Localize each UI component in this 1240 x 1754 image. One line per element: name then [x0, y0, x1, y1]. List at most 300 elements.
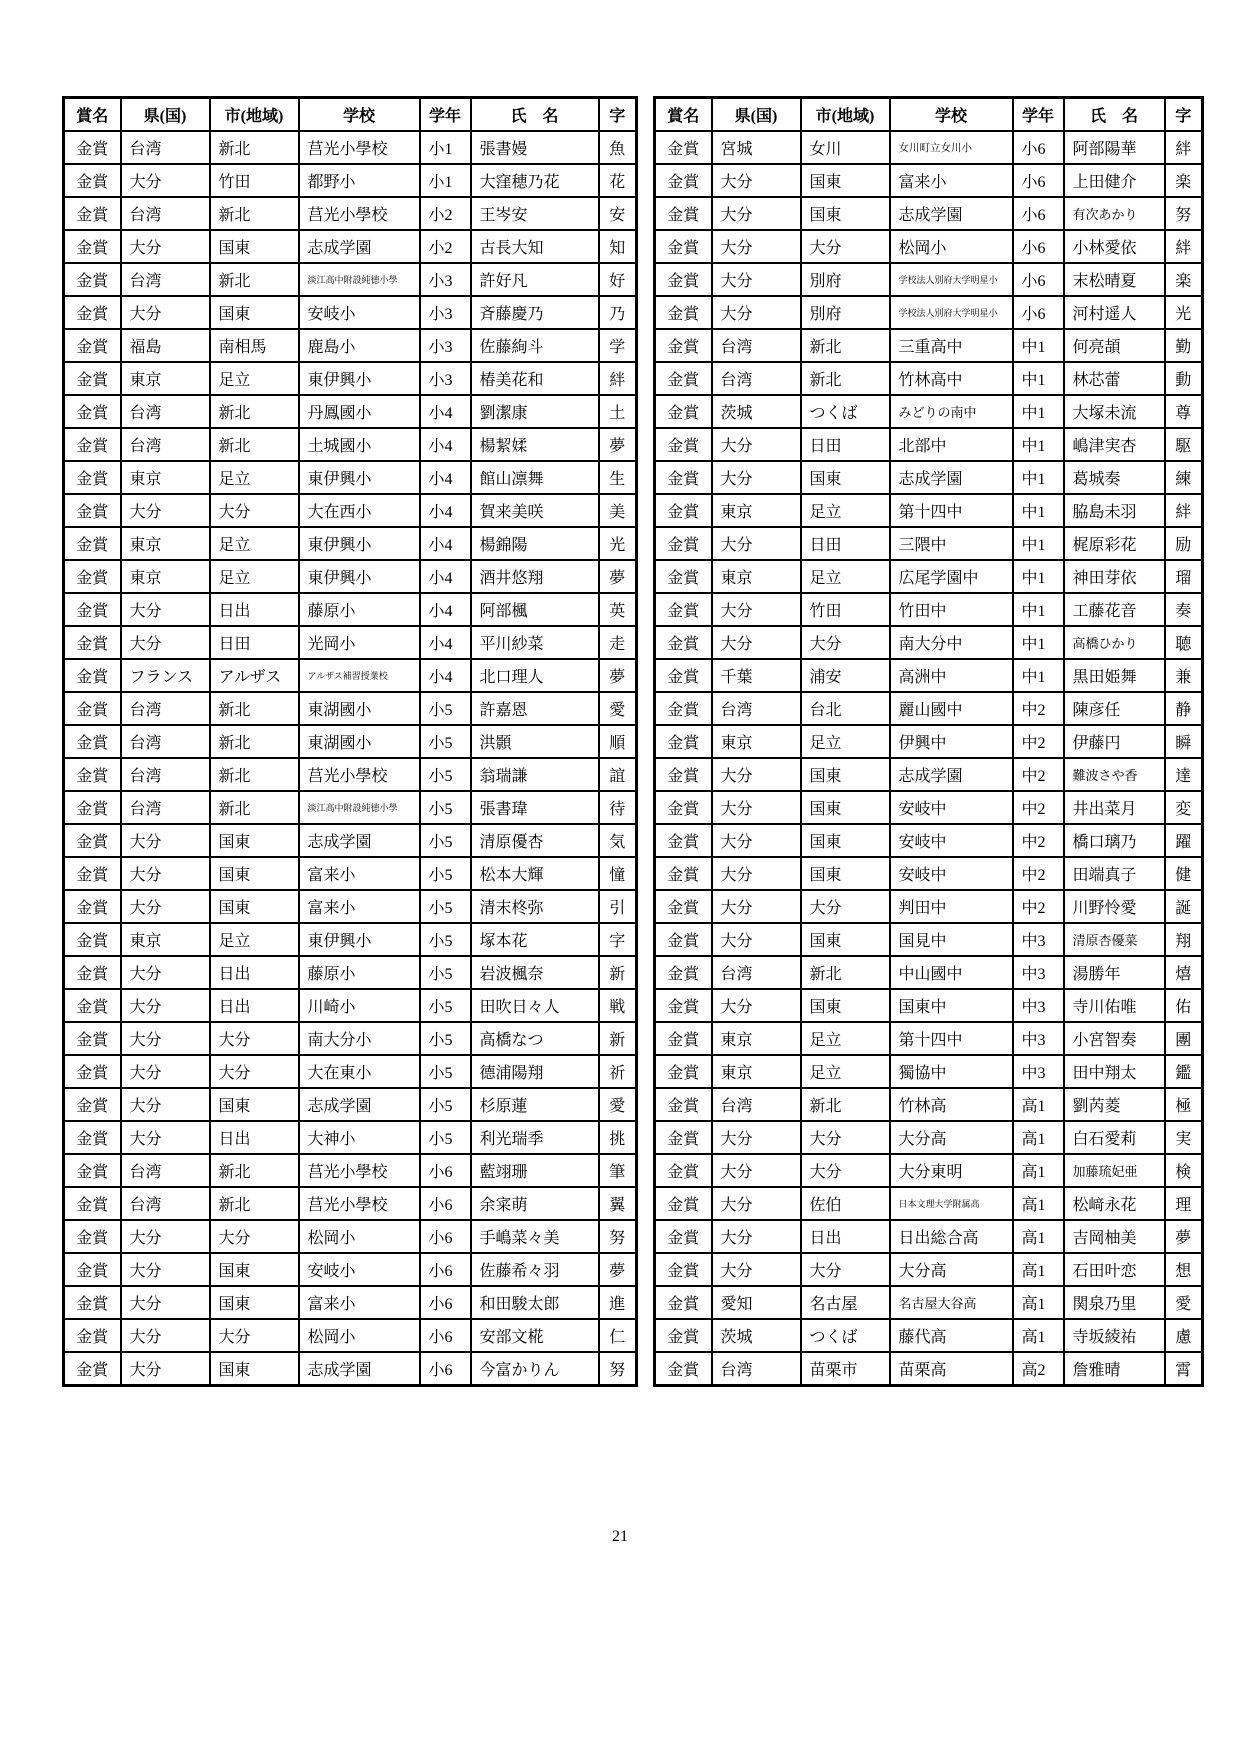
cell-grade: 小4: [420, 428, 471, 461]
col-header-character: 字: [599, 98, 637, 132]
cell-character: 夢: [599, 1253, 637, 1286]
cell-award: 金賞: [655, 164, 712, 197]
cell-prefecture-country: 東京: [712, 494, 801, 527]
cell-award: 金賞: [64, 428, 121, 461]
cell-city-region: 苗栗市: [801, 1352, 890, 1386]
cell-student-name: 岩波楓奈: [471, 956, 599, 989]
table-row: [64, 131, 637, 164]
table-row: [655, 164, 1203, 197]
cell-school: 志成学園: [299, 824, 420, 857]
col-header-award: 賞名: [655, 98, 712, 132]
cell-award: 金賞: [655, 263, 712, 296]
cell-grade: 小6: [1013, 230, 1064, 263]
cell-character: 慮: [1165, 1319, 1203, 1352]
cell-award: 金賞: [655, 527, 712, 560]
cell-award: 金賞: [64, 230, 121, 263]
cell-student-name: 清末柊弥: [471, 890, 599, 923]
cell-grade: 小4: [420, 395, 471, 428]
cell-school: 富来小: [299, 1286, 420, 1319]
col-header-character: 字: [1165, 98, 1203, 132]
table-row: [64, 725, 637, 758]
table-row: [64, 263, 637, 296]
cell-prefecture-country: 台湾: [121, 395, 210, 428]
cell-school: 莒光小學校: [299, 758, 420, 791]
cell-city-region: 国東: [210, 296, 299, 329]
cell-character: 理: [1165, 1187, 1203, 1220]
cell-grade: 高1: [1013, 1154, 1064, 1187]
cell-city-region: 日出: [210, 593, 299, 626]
cell-grade: 中1: [1013, 329, 1064, 362]
cell-grade: 中1: [1013, 626, 1064, 659]
cell-school: 志成学園: [299, 230, 420, 263]
cell-character: 絆: [1165, 494, 1203, 527]
cell-student-name: 王岑安: [471, 197, 599, 230]
cell-prefecture-country: 大分: [712, 890, 801, 923]
cell-grade: 中2: [1013, 890, 1064, 923]
cell-school: 光岡小: [299, 626, 420, 659]
cell-character: 努: [599, 1220, 637, 1253]
cell-character: 夢: [599, 659, 637, 692]
cell-character: 英: [599, 593, 637, 626]
cell-student-name: 田中翔太: [1064, 1055, 1165, 1088]
cell-student-name: 石田叶恋: [1064, 1253, 1165, 1286]
cell-prefecture-country: 東京: [121, 461, 210, 494]
cell-award: 金賞: [64, 296, 121, 329]
cell-student-name: 劉潔康: [471, 395, 599, 428]
cell-city-region: 新北: [210, 692, 299, 725]
cell-school: 名古屋大谷高: [890, 1286, 1013, 1319]
cell-character: 新: [599, 956, 637, 989]
cell-prefecture-country: 台湾: [121, 692, 210, 725]
cell-city-region: 大分: [210, 1319, 299, 1352]
cell-character: 走: [599, 626, 637, 659]
cell-school: 日出総合高: [890, 1220, 1013, 1253]
cell-grade: 高1: [1013, 1187, 1064, 1220]
cell-grade: 中1: [1013, 362, 1064, 395]
cell-character: 光: [599, 527, 637, 560]
cell-grade: 中3: [1013, 923, 1064, 956]
cell-city-region: 国東: [801, 791, 890, 824]
cell-school: 都野小: [299, 164, 420, 197]
cell-award: 金賞: [655, 626, 712, 659]
cell-school: 志成学園: [890, 197, 1013, 230]
cell-grade: 小5: [420, 725, 471, 758]
cell-city-region: 足立: [801, 1022, 890, 1055]
cell-city-region: 竹田: [801, 593, 890, 626]
cell-character: 團: [1165, 1022, 1203, 1055]
cell-student-name: 今富かりん: [471, 1352, 599, 1386]
cell-character: 祈: [599, 1055, 637, 1088]
cell-prefecture-country: 宮城: [712, 131, 801, 164]
cell-school: 第十四中: [890, 1022, 1013, 1055]
table-row: [64, 758, 637, 791]
cell-city-region: 足立: [210, 923, 299, 956]
cell-student-name: 清原杏優菜: [1064, 923, 1165, 956]
table-row: [64, 164, 637, 197]
cell-character: 仁: [599, 1319, 637, 1352]
cell-character: 引: [599, 890, 637, 923]
cell-school: 富来小: [299, 890, 420, 923]
table-row: [64, 824, 637, 857]
cell-prefecture-country: 大分: [712, 626, 801, 659]
cell-character: 誼: [599, 758, 637, 791]
cell-award: 金賞: [64, 659, 121, 692]
cell-award: 金賞: [655, 197, 712, 230]
cell-student-name: 賀来美咲: [471, 494, 599, 527]
table-row: [64, 296, 637, 329]
cell-grade: 高1: [1013, 1319, 1064, 1352]
cell-student-name: 阿部陽華: [1064, 131, 1165, 164]
cell-prefecture-country: 台湾: [712, 692, 801, 725]
cell-character: 夢: [1165, 1220, 1203, 1253]
cell-city-region: 国東: [801, 824, 890, 857]
cell-school: 三重高中: [890, 329, 1013, 362]
cell-prefecture-country: 大分: [712, 1121, 801, 1154]
cell-award: 金賞: [64, 758, 121, 791]
cell-grade: 小6: [420, 1253, 471, 1286]
cell-grade: 高1: [1013, 1220, 1064, 1253]
cell-student-name: 加藤琉妃亜: [1064, 1154, 1165, 1187]
cell-prefecture-country: 福島: [121, 329, 210, 362]
table-row: [64, 1187, 637, 1220]
cell-prefecture-country: 大分: [121, 1121, 210, 1154]
cell-city-region: 名古屋: [801, 1286, 890, 1319]
cell-prefecture-country: 台湾: [121, 725, 210, 758]
cell-student-name: 劉芮菱: [1064, 1088, 1165, 1121]
table-row: [655, 527, 1203, 560]
cell-student-name: 嶋津実杏: [1064, 428, 1165, 461]
cell-prefecture-country: 台湾: [712, 1088, 801, 1121]
cell-prefecture-country: 大分: [712, 824, 801, 857]
cell-prefecture-country: 大分: [121, 230, 210, 263]
cell-character: 勤: [1165, 329, 1203, 362]
cell-school: みどりの南中: [890, 395, 1013, 428]
table-header-row-left: [64, 98, 637, 132]
cell-grade: 高1: [1013, 1253, 1064, 1286]
cell-school: 伊興中: [890, 725, 1013, 758]
cell-character: 瞬: [1165, 725, 1203, 758]
cell-award: 金賞: [655, 1220, 712, 1253]
cell-character: 土: [599, 395, 637, 428]
cell-award: 金賞: [655, 989, 712, 1022]
cell-grade: 小6: [1013, 197, 1064, 230]
cell-city-region: 新北: [210, 428, 299, 461]
cell-city-region: 新北: [210, 395, 299, 428]
cell-grade: 中1: [1013, 593, 1064, 626]
table-row: [64, 989, 637, 1022]
table-row: [64, 527, 637, 560]
cell-city-region: 台北: [801, 692, 890, 725]
cell-prefecture-country: 東京: [121, 362, 210, 395]
cell-character: 聴: [1165, 626, 1203, 659]
cell-prefecture-country: 大分: [121, 824, 210, 857]
cell-school: 竹田中: [890, 593, 1013, 626]
table-row: [655, 461, 1203, 494]
cell-student-name: 神田芽依: [1064, 560, 1165, 593]
cell-student-name: 寺坂綾祐: [1064, 1319, 1165, 1352]
table-row: [64, 494, 637, 527]
cell-student-name: 黒田姫舞: [1064, 659, 1165, 692]
cell-character: 憧: [599, 857, 637, 890]
table-row: [64, 956, 637, 989]
table-row: [64, 1055, 637, 1088]
table-row: [655, 593, 1203, 626]
cell-character: 戦: [599, 989, 637, 1022]
cell-character: 翔: [1165, 923, 1203, 956]
cell-student-name: 工藤花音: [1064, 593, 1165, 626]
cell-school: 獨協中: [890, 1055, 1013, 1088]
cell-award: 金賞: [64, 1154, 121, 1187]
cell-award: 金賞: [64, 131, 121, 164]
cell-character: 魚: [599, 131, 637, 164]
cell-school: 三隈中: [890, 527, 1013, 560]
cell-student-name: 脇島未羽: [1064, 494, 1165, 527]
cell-award: 金賞: [655, 329, 712, 362]
cell-award: 金賞: [64, 164, 121, 197]
cell-school: 莒光小學校: [299, 131, 420, 164]
table-row: [655, 1022, 1203, 1055]
cell-student-name: 手嶋菜々美: [471, 1220, 599, 1253]
cell-prefecture-country: 大分: [712, 1220, 801, 1253]
cell-grade: 中2: [1013, 824, 1064, 857]
cell-award: 金賞: [655, 560, 712, 593]
cell-prefecture-country: 東京: [121, 527, 210, 560]
table-row: [64, 1022, 637, 1055]
cell-character: 静: [1165, 692, 1203, 725]
cell-grade: 中2: [1013, 791, 1064, 824]
cell-character: 夢: [599, 428, 637, 461]
cell-student-name: 佐藤希々羽: [471, 1253, 599, 1286]
cell-prefecture-country: 台湾: [121, 197, 210, 230]
table-row: [655, 395, 1203, 428]
cell-city-region: 国東: [210, 824, 299, 857]
cell-award: 金賞: [655, 824, 712, 857]
table-row: [64, 395, 637, 428]
cell-character: 筆: [599, 1154, 637, 1187]
col-header-prefecture-country: 県(国): [121, 98, 210, 132]
cell-character: 美: [599, 494, 637, 527]
cell-prefecture-country: 大分: [712, 164, 801, 197]
cell-city-region: 新北: [210, 263, 299, 296]
cell-award: 金賞: [655, 758, 712, 791]
cell-grade: 小4: [420, 461, 471, 494]
cell-grade: 小5: [420, 824, 471, 857]
cell-grade: 小5: [420, 1088, 471, 1121]
cell-grade: 中3: [1013, 1055, 1064, 1088]
cell-prefecture-country: 千葉: [712, 659, 801, 692]
cell-prefecture-country: 東京: [712, 560, 801, 593]
cell-city-region: 日田: [210, 626, 299, 659]
cell-school: 学校法人別府大学明星小: [890, 263, 1013, 296]
table-row: [64, 560, 637, 593]
col-header-city-region: 市(地域): [801, 98, 890, 132]
cell-award: 金賞: [64, 263, 121, 296]
cell-student-name: 湯勝年: [1064, 956, 1165, 989]
cell-prefecture-country: 台湾: [121, 131, 210, 164]
cell-city-region: 国東: [210, 1088, 299, 1121]
cell-student-name: 許嘉恩: [471, 692, 599, 725]
cell-student-name: 杉原蓮: [471, 1088, 599, 1121]
cell-school: 富来小: [890, 164, 1013, 197]
cell-city-region: 浦安: [801, 659, 890, 692]
cell-student-name: 高橋ひかり: [1064, 626, 1165, 659]
cell-prefecture-country: 台湾: [121, 758, 210, 791]
cell-award: 金賞: [64, 1286, 121, 1319]
table-row: [655, 626, 1203, 659]
cell-character: 生: [599, 461, 637, 494]
cell-school: 藤原小: [299, 956, 420, 989]
cell-prefecture-country: 大分: [121, 989, 210, 1022]
cell-school: 竹林高: [890, 1088, 1013, 1121]
table-row: [655, 329, 1203, 362]
cell-prefecture-country: 大分: [121, 1286, 210, 1319]
table-row: [64, 1286, 637, 1319]
cell-student-name: 川野怜愛: [1064, 890, 1165, 923]
cell-award: 金賞: [64, 791, 121, 824]
cell-city-region: 大分: [801, 890, 890, 923]
cell-award: 金賞: [64, 692, 121, 725]
cell-school: 安岐中: [890, 857, 1013, 890]
table-header-row-right: [655, 98, 1203, 132]
table-row: [64, 626, 637, 659]
cell-student-name: 洪顥: [471, 725, 599, 758]
cell-student-name: 古長大知: [471, 230, 599, 263]
cell-school: 富来小: [299, 857, 420, 890]
cell-award: 金賞: [655, 362, 712, 395]
cell-grade: 小4: [420, 560, 471, 593]
table-row: [655, 923, 1203, 956]
gold-award-table-left: [62, 96, 638, 1387]
cell-city-region: 国東: [801, 857, 890, 890]
cell-prefecture-country: 台湾: [121, 1154, 210, 1187]
cell-grade: 小1: [420, 164, 471, 197]
cell-school: 大分高: [890, 1253, 1013, 1286]
table-row: [64, 593, 637, 626]
cell-award: 金賞: [64, 857, 121, 890]
cell-city-region: 国東: [210, 1352, 299, 1386]
cell-prefecture-country: 大分: [121, 1253, 210, 1286]
table-row: [655, 1253, 1203, 1286]
table-row: [64, 857, 637, 890]
cell-city-region: 新北: [210, 758, 299, 791]
cell-prefecture-country: 大分: [712, 1187, 801, 1220]
cell-prefecture-country: 大分: [121, 1055, 210, 1088]
cell-award: 金賞: [655, 1187, 712, 1220]
cell-school: 大在西小: [299, 494, 420, 527]
cell-prefecture-country: 台湾: [121, 263, 210, 296]
cell-award: 金賞: [64, 1220, 121, 1253]
cell-prefecture-country: 大分: [121, 164, 210, 197]
cell-grade: 小5: [420, 692, 471, 725]
table-row: [64, 923, 637, 956]
cell-school: 国東中: [890, 989, 1013, 1022]
cell-prefecture-country: 大分: [712, 296, 801, 329]
cell-grade: 中3: [1013, 956, 1064, 989]
cell-prefecture-country: 茨城: [712, 1319, 801, 1352]
cell-award: 金賞: [655, 428, 712, 461]
table-row: [655, 296, 1203, 329]
cell-city-region: 足立: [210, 362, 299, 395]
cell-grade: 高1: [1013, 1088, 1064, 1121]
cell-award: 金賞: [655, 1055, 712, 1088]
cell-city-region: 日出: [210, 956, 299, 989]
cell-prefecture-country: 東京: [121, 560, 210, 593]
cell-student-name: 小宮智奏: [1064, 1022, 1165, 1055]
cell-grade: 小4: [420, 527, 471, 560]
cell-prefecture-country: 大分: [712, 593, 801, 626]
cell-grade: 小5: [420, 1055, 471, 1088]
cell-student-name: 松﨑永花: [1064, 1187, 1165, 1220]
cell-school: 志成学園: [299, 1088, 420, 1121]
gold-award-table-right: [653, 96, 1204, 1387]
cell-grade: 中3: [1013, 1022, 1064, 1055]
cell-city-region: 大分: [210, 1055, 299, 1088]
cell-grade: 中1: [1013, 560, 1064, 593]
cell-city-region: 新北: [801, 1088, 890, 1121]
cell-prefecture-country: 大分: [121, 296, 210, 329]
cell-school: 安岐中: [890, 824, 1013, 857]
cell-character: 実: [1165, 1121, 1203, 1154]
cell-award: 金賞: [655, 1088, 712, 1121]
cell-award: 金賞: [64, 1187, 121, 1220]
cell-prefecture-country: 大分: [121, 494, 210, 527]
cell-student-name: 陳彦任: [1064, 692, 1165, 725]
table-row: [655, 1088, 1203, 1121]
table-row: [655, 1352, 1203, 1386]
cell-school: 丹鳳國小: [299, 395, 420, 428]
cell-student-name: 田端真子: [1064, 857, 1165, 890]
table-row: [64, 1253, 637, 1286]
table-row: [64, 1154, 637, 1187]
cell-award: 金賞: [64, 626, 121, 659]
cell-school: 第十四中: [890, 494, 1013, 527]
table-row: [64, 1352, 637, 1386]
cell-character: 霄: [1165, 1352, 1203, 1386]
cell-school: 安岐小: [299, 1253, 420, 1286]
cell-grade: 高1: [1013, 1121, 1064, 1154]
cell-school: 淡江高中附設純徳小學: [299, 791, 420, 824]
cell-student-name: 余寀萌: [471, 1187, 599, 1220]
cell-school: 日本文理大学附属高: [890, 1187, 1013, 1220]
cell-school: 東伊興小: [299, 527, 420, 560]
cell-city-region: 日出: [210, 989, 299, 1022]
table-row: [64, 692, 637, 725]
cell-award: 金賞: [64, 1319, 121, 1352]
cell-award: 金賞: [64, 824, 121, 857]
cell-school: 大神小: [299, 1121, 420, 1154]
cell-award: 金賞: [64, 1022, 121, 1055]
cell-prefecture-country: 大分: [712, 461, 801, 494]
cell-city-region: 別府: [801, 263, 890, 296]
cell-prefecture-country: 東京: [712, 725, 801, 758]
table-row: [64, 329, 637, 362]
cell-prefecture-country: 大分: [121, 956, 210, 989]
cell-prefecture-country: 大分: [712, 1253, 801, 1286]
cell-student-name: 塚本花: [471, 923, 599, 956]
cell-student-name: 大窪穂乃花: [471, 164, 599, 197]
cell-student-name: 利光瑞季: [471, 1121, 599, 1154]
col-header-school: 学校: [890, 98, 1013, 132]
cell-grade: 小5: [420, 791, 471, 824]
table-row: [655, 362, 1203, 395]
cell-grade: 小6: [420, 1220, 471, 1253]
table-row: [655, 890, 1203, 923]
cell-school: 南大分中: [890, 626, 1013, 659]
cell-school: 東伊興小: [299, 560, 420, 593]
cell-student-name: 許好凡: [471, 263, 599, 296]
award-tables-container: [62, 96, 1204, 1387]
cell-prefecture-country: 大分: [121, 890, 210, 923]
